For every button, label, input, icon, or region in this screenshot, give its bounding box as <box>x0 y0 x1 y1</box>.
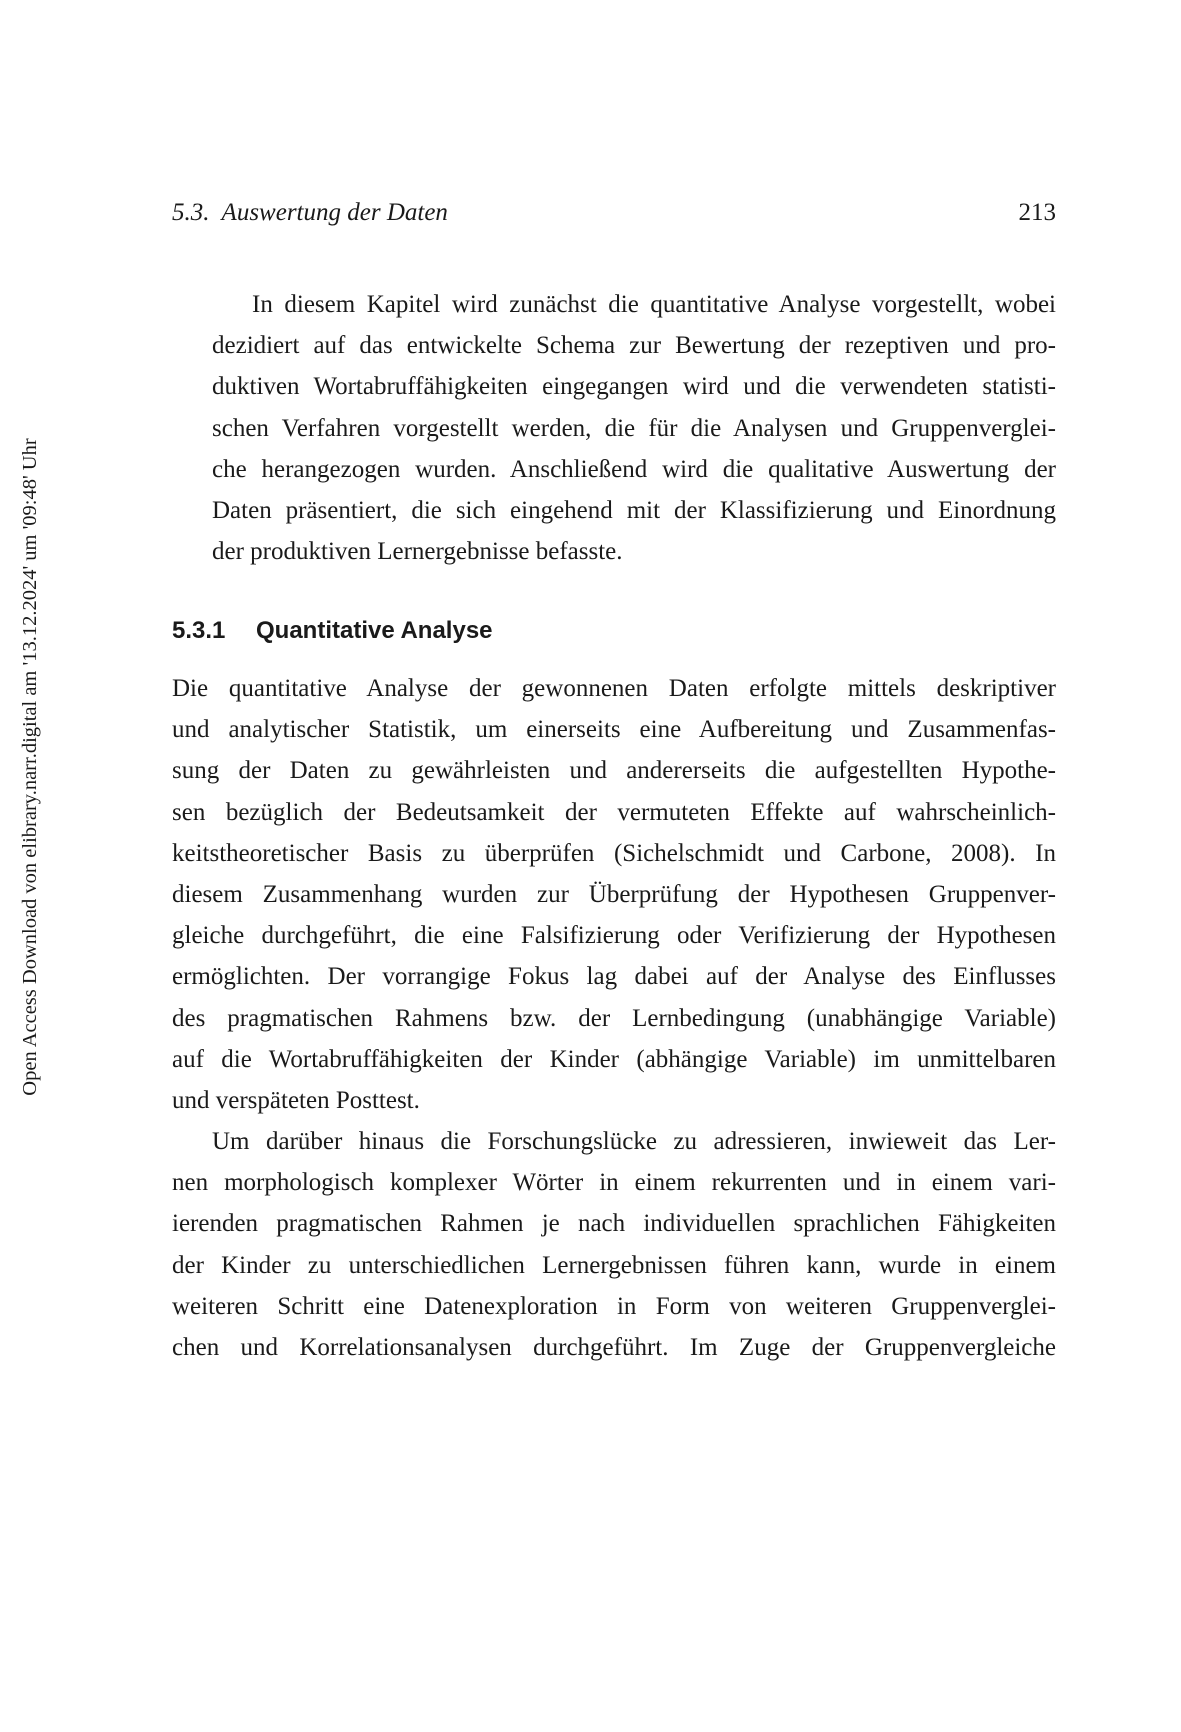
intro-paragraph <box>172 284 1056 572</box>
running-head-section: 5.3. Auswertung der Daten <box>172 199 448 226</box>
paragraph-2-line: ierenden pragmatischen Rahmen je nach individuellen sprachlichen Fähigkeiten <box>172 1210 1056 1238</box>
paragraph-1-line: des pragmatischen Rahmens bzw. der Lernbedingung (unabhängige Variable) <box>172 1004 1056 1032</box>
intro-line: schen Verfahren vorgestellt werden, die für die Analysen und Gruppenverglei- <box>212 414 1056 442</box>
paragraph-1-line: diesem Zusammenhang wurden zur Überprüfung der Hypothesen Gruppenver- <box>172 880 1056 908</box>
section-number: 5.3.1 <box>172 617 226 644</box>
open-access-side-note: Open Access Download von elibrary.narr.digital am '13.12.2024' um '09:48' Uhr <box>19 438 41 1096</box>
paragraph-2-line: Um darüber hinaus die Forschungslücke zu adressieren, inwieweit das Ler- <box>212 1128 1056 1156</box>
paragraph-1-line: und analytischer Statistik, um einerseits eine Aufbereitung und Zusammenfas- <box>172 716 1056 744</box>
paragraph-1-line: sen bezüglich der Bedeutsamkeit der vermuteten Effekte auf wahrscheinlich- <box>172 798 1056 826</box>
paragraph-1-line: gleiche durchgeführt, die eine Falsifizierung oder Verifizierung der Hypothesen <box>172 922 1056 950</box>
intro-line: dezidiert auf das entwickelte Schema zur Bewertung der rezeptiven und pro- <box>212 332 1056 360</box>
paragraph-1-line: sung der Daten zu gewährleisten und andererseits die aufgestellten Hypothe- <box>172 757 1056 785</box>
page-number: 213 <box>1018 199 1056 226</box>
body-text <box>172 668 1056 1368</box>
intro-line: In diesem Kapitel wird zunächst die quantitative Analyse vorgestellt, wobei <box>252 291 1056 318</box>
running-head <box>172 196 1056 230</box>
paragraph-1-line: ermöglichten. Der vorrangige Fokus lag dabei auf der Analyse des Einflusses <box>172 963 1056 991</box>
intro-line: che herangezogen wurden. Anschließend wird die qualitative Auswertung der <box>212 455 1056 483</box>
section-heading <box>172 613 1056 649</box>
paragraph-2-line: weiteren Schritt eine Datenexploration in Form von weiteren Gruppenverglei- <box>172 1292 1056 1320</box>
paragraph-1-line: und verspäteten Posttest. <box>172 1086 420 1114</box>
intro-line: der produktiven Lernergebnisse befasste. <box>212 538 623 566</box>
paragraph-2-line: chen und Korrelationsanalysen durchgeführt. Im Zuge der Gruppenvergleiche <box>172 1334 1056 1361</box>
section-title: Quantitative Analyse <box>256 617 493 644</box>
paragraph-1-line: keitstheoretischer Basis zu überprüfen (Sichelschmidt und Carbone, 2008). In <box>172 839 1056 867</box>
paragraph-2-line: nen morphologisch komplexer Wörter in einem rekurrenten und in einem vari- <box>172 1169 1056 1197</box>
paragraph-1-line: Die quantitative Analyse der gewonnenen Daten erfolgte mittels deskriptiver <box>172 675 1056 702</box>
paragraph-2-line: der Kinder zu unterschiedlichen Lernergebnissen führen kann, wurde in einem <box>172 1251 1056 1279</box>
intro-line: duktiven Wortabruffähigkeiten eingegangen wird und die verwendeten statisti- <box>212 373 1056 401</box>
intro-line: Daten präsentiert, die sich eingehend mit der Klassifizierung und Einordnung <box>212 496 1056 524</box>
paragraph-1-line: auf die Wortabruffähigkeiten der Kinder (abhängige Variable) im unmittelbaren <box>172 1045 1056 1073</box>
